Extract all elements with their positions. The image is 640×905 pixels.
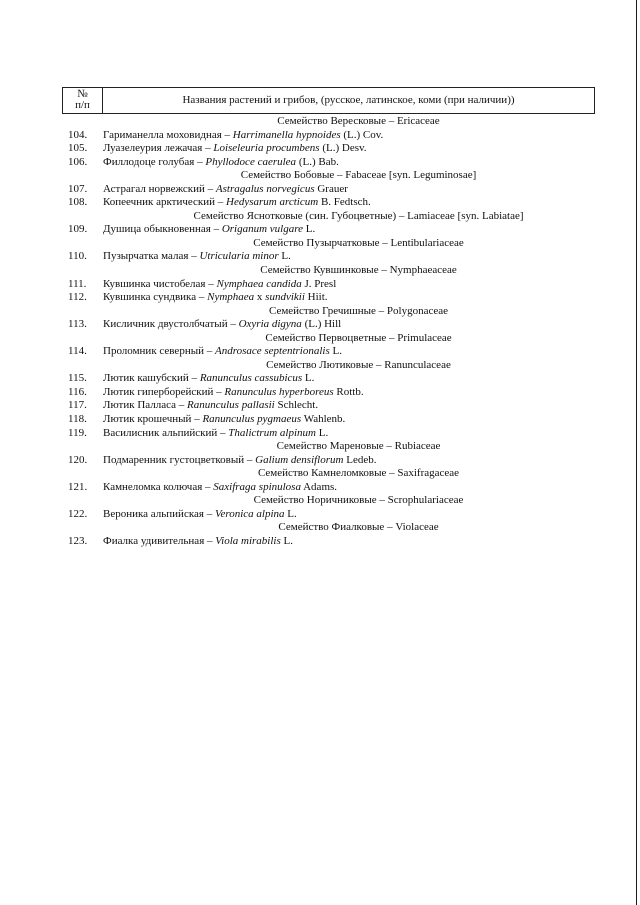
latin-name: Utricularia minor — [199, 250, 279, 263]
author-citation: Adams. — [300, 480, 338, 493]
russian-name: Кисличник двустолбчатый – — [103, 318, 239, 331]
author-citation: (L.) Hill — [301, 318, 342, 331]
russian-name: Копеечник арктический – — [103, 196, 227, 209]
latin-name: Harrimanella hypnoides — [232, 128, 341, 141]
author-citation: L. — [329, 345, 342, 358]
russian-name: Кувшинка чистобелая – — [103, 277, 217, 290]
latin-name: Thalictrum alpinum — [228, 426, 316, 439]
species-number: 117. — [68, 399, 87, 412]
species-name — [103, 372, 314, 386]
author-citation: L. — [303, 223, 316, 236]
author-citation: J. Presl — [301, 277, 337, 290]
table-header — [62, 87, 595, 114]
species-number: 115. — [68, 372, 87, 385]
family-heading: Семейство Бобовые – Fabaceae [syn. Leguminosae] — [240, 169, 477, 182]
species-name — [103, 535, 293, 549]
author-citation: Wahlenb. — [301, 413, 346, 426]
species-row — [62, 142, 595, 156]
russian-name: Филлодоце голубая – — [103, 155, 206, 168]
species-number: 121. — [68, 480, 88, 493]
russian-name: Лютик Палласа – — [103, 399, 188, 412]
russian-name: Кувшинка сундвика – — [103, 291, 208, 304]
latin-name: Astragalus norvegicus — [215, 182, 315, 195]
species-name — [103, 427, 328, 441]
species-row — [62, 481, 595, 495]
species-number: 106. — [68, 155, 88, 168]
author-citation: L. — [315, 426, 329, 439]
species-number: 118. — [68, 413, 87, 426]
latin-name: Loiseleuria procumbens — [213, 142, 320, 155]
species-row — [62, 196, 595, 210]
species-name — [103, 481, 337, 495]
species-name — [103, 454, 376, 468]
species-number: 113. — [68, 318, 87, 331]
author-citation: L. — [278, 250, 291, 263]
latin-name: Ranunculus hyperboreus — [224, 385, 334, 398]
family-heading: Семейство Гречишные – Polygonaceae — [268, 304, 449, 317]
species-name — [103, 508, 297, 522]
species-row — [62, 399, 595, 413]
species-name — [103, 196, 371, 210]
author-citation: L. — [284, 507, 297, 520]
russian-name: Луазелеурия лежачая – — [103, 142, 214, 155]
page-edge-line — [636, 0, 637, 905]
species-row — [62, 291, 595, 305]
species-number: 111. — [68, 277, 87, 290]
species-name — [103, 183, 348, 197]
author-citation: x — [254, 291, 266, 304]
species-name — [103, 399, 318, 413]
russian-name: Пузырчатка малая – — [103, 250, 200, 263]
species-name — [103, 318, 341, 332]
author-citation: (L.) Desv. — [319, 142, 367, 155]
author-citation: B. Fedtsch. — [318, 196, 371, 209]
species-number: 109. — [68, 223, 88, 236]
latin-name: Origanum vulgare — [221, 223, 303, 236]
species-row — [62, 183, 595, 197]
russian-name: Вероника альпийская – — [103, 507, 215, 520]
species-row — [62, 372, 595, 386]
names-column-header: Названия растений и грибов, (русское, латинское, коми (при наличии)) — [182, 94, 515, 106]
species-name — [103, 223, 315, 237]
author-citation: (L.) Bab. — [296, 155, 339, 168]
species-row — [62, 508, 595, 522]
species-row — [62, 223, 595, 237]
species-row — [62, 318, 595, 332]
species-name — [103, 156, 339, 170]
species-row — [62, 413, 595, 427]
author-citation: Schlecht. — [274, 399, 319, 412]
latin-epithet: sundvikii — [265, 291, 305, 304]
latin-name: Nymphaea candida — [216, 277, 302, 290]
latin-name: Saxifraga spinulosa — [213, 480, 301, 493]
family-heading: Семейство Яснотковые (син. Губоцветные) – Lamiaceae [syn. Labiatae] — [193, 209, 524, 222]
latin-name: Ranunculus pygmaeus — [202, 413, 302, 426]
species-number: 119. — [68, 426, 87, 439]
author-citation: L. — [302, 372, 315, 385]
species-name — [103, 278, 336, 292]
latin-name: Phyllodoce caerulea — [205, 155, 297, 168]
species-number: 122. — [68, 507, 88, 520]
species-number: 120. — [68, 453, 88, 466]
author-citation: Ledeb. — [343, 453, 377, 466]
latin-name: Galium densiflorum — [255, 453, 344, 466]
species-name — [103, 142, 367, 156]
russian-name: Астрагал норвежский – — [103, 182, 216, 195]
latin-name: Oxyria digyna — [238, 318, 302, 331]
species-row — [62, 250, 595, 264]
russian-name: Камнеломка колючая – — [103, 480, 214, 493]
family-heading: Семейство Кувшинковые – Nymphaeaceae — [260, 264, 457, 277]
russian-name: Гариманелла моховидная – — [103, 128, 233, 141]
latin-name: Androsace septentrionalis — [214, 345, 330, 358]
author-citation: L. — [280, 534, 293, 547]
latin-name: Viola mirabilis — [215, 534, 281, 547]
species-row — [62, 345, 595, 359]
species-list — [62, 115, 595, 549]
latin-name: Ranunculus cassubicus — [199, 372, 303, 385]
species-row — [62, 427, 595, 441]
russian-name: Лютик кашубский – — [103, 372, 200, 385]
species-number: 108. — [68, 196, 88, 209]
author-citation: Grauer — [314, 182, 348, 195]
species-number: 104. — [68, 128, 88, 141]
species-number: 110. — [68, 250, 87, 263]
species-row — [62, 278, 595, 292]
family-heading: Семейство Норичниковые – Scrophulariaceae — [253, 494, 464, 507]
author-citation: (L.) Cov. — [340, 128, 384, 141]
russian-name: Душица обыкновенная – — [103, 223, 222, 236]
species-name — [103, 129, 383, 143]
russian-name: Подмаренник густоцветковый – — [103, 453, 256, 466]
russian-name: Проломник северный – — [103, 345, 215, 358]
species-name — [103, 386, 364, 400]
latin-name: Hedysarum arcticum — [226, 196, 319, 209]
species-name — [103, 413, 345, 427]
species-name — [103, 250, 291, 264]
species-row — [62, 129, 595, 143]
species-name — [103, 345, 342, 359]
russian-name: Василисник альпийский – — [103, 426, 229, 439]
species-number: 105. — [68, 142, 88, 155]
number-sign: № — [77, 88, 88, 100]
russian-name: Лютик крошечный – — [103, 413, 203, 426]
species-number: 116. — [68, 385, 87, 398]
species-row — [62, 386, 595, 400]
number-abbrev: п/п — [75, 99, 90, 111]
family-heading: Семейство Мареновые – Rubiaceae — [276, 440, 441, 453]
species-row — [62, 535, 595, 549]
russian-name: Фиалка удивительная – — [103, 534, 216, 547]
family-heading: Семейство Вересковые – Ericaceae — [277, 115, 440, 127]
latin-name: Veronica alpina — [214, 507, 285, 520]
species-row — [62, 156, 595, 170]
latin-name: Nymphaea — [207, 291, 255, 304]
author-citation: Rottb. — [333, 385, 364, 398]
species-number: 123. — [68, 534, 88, 547]
family-heading: Семейство Первоцветные – Primulaceae — [265, 331, 452, 344]
family-heading: Семейство Камнеломковые – Saxifragaceae — [257, 467, 460, 480]
species-number: 114. — [68, 345, 87, 358]
species-row — [62, 454, 595, 468]
family-heading: Семейство Лютиковые – Ranunculaceae — [266, 358, 451, 371]
family-heading: Семейство Фиалковые – Violaceae — [278, 521, 439, 534]
species-number: 112. — [68, 291, 87, 304]
author-citation: Hiit. — [304, 291, 328, 304]
latin-name: Ranunculus pallasii — [187, 399, 275, 412]
number-column-header — [63, 88, 103, 113]
russian-name: Лютик гиперборейский – — [103, 385, 225, 398]
species-number: 107. — [68, 182, 88, 195]
species-name — [103, 291, 328, 305]
family-heading: Семейство Пузырчатковые – Lentibulariaceae — [253, 236, 464, 249]
